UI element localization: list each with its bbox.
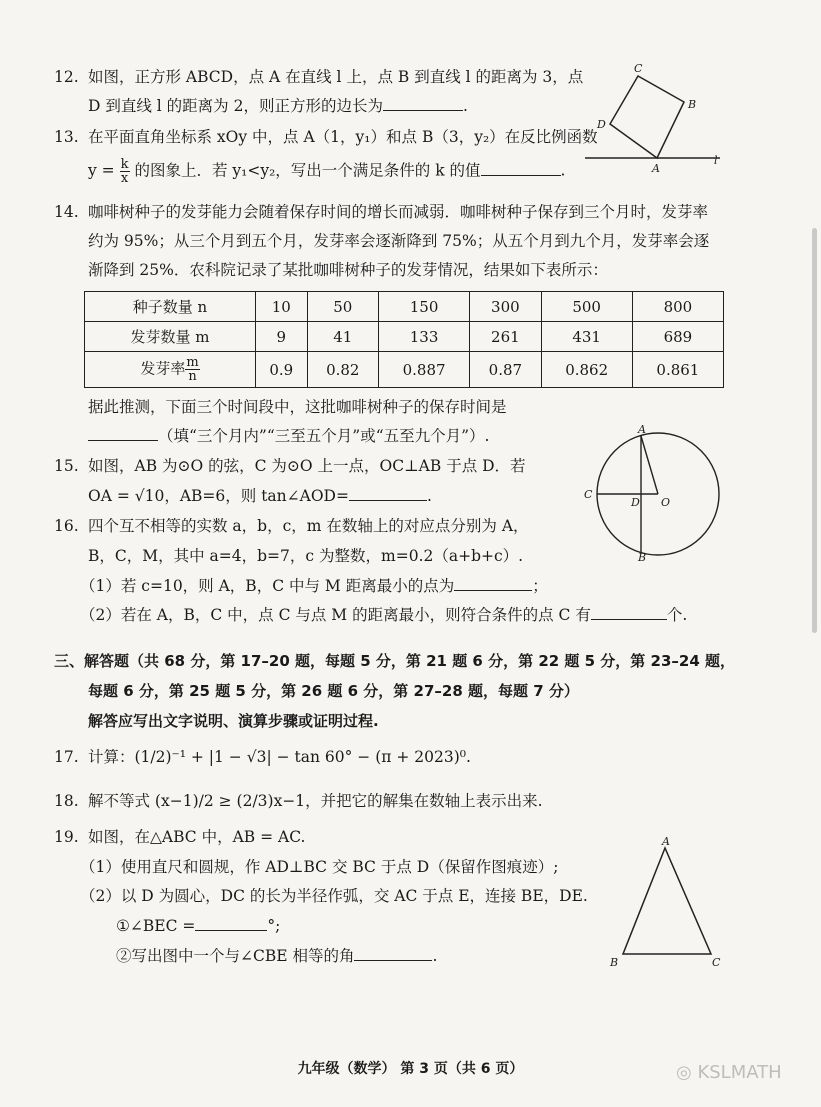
q15-line2: OA = √10，AB=6，则 tan∠AOD= . bbox=[88, 487, 432, 505]
answer-blank[interactable] bbox=[591, 605, 667, 620]
circle-figure bbox=[584, 423, 730, 568]
q19-sub2: ②写出图中一个与∠CBE 相等的角 . bbox=[116, 947, 438, 965]
q18: 18. 解不等式 (x−1)/2 ≥ (2/3)x−1，并把它的解集在数轴上表示出来. bbox=[54, 792, 543, 810]
table-row: 发芽数量 m 9 41 133 261 431 689 bbox=[85, 322, 724, 352]
label-l: l bbox=[714, 154, 718, 167]
answer-blank[interactable] bbox=[481, 161, 561, 176]
label-c: C bbox=[584, 488, 593, 501]
q19-part1: （1）使用直尺和圆规，作 AD⊥BC 交 BC 于点 D（保留作图痕迹）; bbox=[80, 858, 559, 876]
q13-line1: 13. 在平面直角坐标系 xOy 中，点 A（1，y₁）和点 B（3，y₂）在反比例函数 bbox=[54, 128, 598, 146]
q14-line3: 渐降到 25%．农科院记录了某批咖啡树种子的发芽情况，结果如下表所示： bbox=[88, 261, 608, 279]
table-row: 种子数量 n 10 50 150 300 500 800 bbox=[85, 292, 724, 322]
q16-number: 16. bbox=[54, 517, 79, 535]
answer-blank[interactable] bbox=[354, 946, 432, 961]
label-b: B bbox=[638, 551, 647, 564]
label-d: D bbox=[631, 496, 640, 509]
triangle-figure bbox=[608, 835, 728, 969]
germination-table bbox=[84, 291, 724, 388]
q12-line1: 12. 如图，正方形 ABCD，点 A 在直线 l 上，点 B 到直线 l 的距离为 3，点 bbox=[54, 68, 584, 86]
page-footer: 九年级（数学） 第 3 页（共 6 页） bbox=[297, 1061, 524, 1077]
q19-sub1: ①∠BEC = °; bbox=[116, 917, 281, 935]
q14-line2: 约为 95%；从三个月到五个月，发芽率会逐渐降到 75%；从五个月到九个月，发芽率会逐 bbox=[88, 232, 710, 250]
square-abcd bbox=[610, 76, 684, 158]
section3-instructions: 解答应写出文字说明、演算步骤或证明过程. bbox=[88, 712, 379, 730]
q16-part1: （1）若 c=10，则 A，B，C 中与 M 距离最小的点为 ； bbox=[80, 577, 548, 595]
q15-line1: 15. 如图，AB 为⊙O 的弦，C 为⊙O 上一点，OC⊥AB 于点 D．若 bbox=[54, 457, 526, 475]
fraction-k-over-x: $\frac{k}{x}$ bbox=[120, 157, 129, 186]
section3-header-line2: 每题 6 分，第 25 题 5 分，第 26 题 6 分，第 27–28 题，每题 7 分） bbox=[88, 682, 579, 700]
watermark: ◎ KSLMATH bbox=[676, 1062, 782, 1083]
square-figure bbox=[580, 62, 730, 182]
q14-line4: 据此推测，下面三个时间段中，这批咖啡树种子的保存时间是 bbox=[88, 398, 507, 416]
label-a: A bbox=[638, 423, 646, 436]
answer-blank[interactable] bbox=[454, 576, 532, 591]
answer-blank[interactable] bbox=[383, 96, 463, 111]
label-d: D bbox=[597, 118, 606, 131]
q18-number: 18. bbox=[54, 792, 79, 810]
q17-number: 17. bbox=[54, 748, 79, 766]
q16-line1: 16. 四个互不相等的实数 a，b，c，m 在数轴上的对应点分别为 A， bbox=[54, 517, 529, 535]
q16-part2: （2）若在 A，B，C 中，点 C 与点 M 的距离最小，则符合条件的点 C 有 个. bbox=[80, 606, 688, 624]
label-b: B bbox=[610, 956, 619, 969]
fraction-m-over-n: $\frac{m}{n}$ bbox=[186, 355, 199, 384]
q15-number: 15. bbox=[54, 457, 79, 475]
answer-blank[interactable] bbox=[88, 426, 158, 441]
label-b: B bbox=[688, 98, 697, 111]
label-o: O bbox=[661, 496, 671, 509]
q16-line2: B，C，M，其中 a=4，b=7，c 为整数，m=0.2（a+b+c）. bbox=[88, 547, 524, 565]
table-row: 发芽率 $\frac{m}{n}$ 0.9 0.82 0.887 0.87 0.862 0.861 bbox=[85, 352, 724, 388]
label-c: C bbox=[634, 62, 643, 75]
q19-part2: （2）以 D 为圆心，DC 的长为半径作弧，交 AC 于点 E，连接 BE，DE. bbox=[80, 887, 588, 905]
label-c: C bbox=[712, 956, 721, 969]
q12-number: 12. bbox=[54, 68, 79, 86]
q12-line2: D 到直线 l 的距离为 2，则正方形的边长为 . bbox=[88, 97, 468, 115]
q14-number: 14. bbox=[54, 203, 79, 221]
q13-line2: y = $\frac{k}{x}$ 的图象上．若 y₁<y₂，写出一个满足条件的 k 的值 . bbox=[88, 157, 566, 186]
answer-blank[interactable] bbox=[195, 916, 267, 931]
label-a: A bbox=[662, 835, 670, 848]
q19-line1: 19. 如图，在△ABC 中，AB = AC. bbox=[54, 828, 306, 846]
wechat-icon: ◎ bbox=[676, 1062, 698, 1083]
answer-blank[interactable] bbox=[349, 486, 427, 501]
q13-number: 13. bbox=[54, 128, 79, 146]
label-a: A bbox=[652, 162, 660, 175]
q17: 17. 计算：(1/2)⁻¹ + |1 − √3| − tan 60° − (π + 2023)⁰. bbox=[54, 748, 471, 766]
scrollbar[interactable] bbox=[812, 228, 817, 633]
q14-line1: 14. 咖啡树种子的发芽能力会随着保存时间的增长而减弱．咖啡树种子保存到三个月时，发芽率 bbox=[54, 203, 709, 221]
q19-number: 19. bbox=[54, 828, 79, 846]
q14-line5: （填“三个月内”“三至五个月”或“五至九个月”）. bbox=[88, 425, 489, 447]
section3-header-line1: 三、解答题（共 68 分，第 17–20 题，每题 5 分，第 21 题 6 分，第 22 题 5 分，第 23–24 题， bbox=[54, 652, 735, 670]
